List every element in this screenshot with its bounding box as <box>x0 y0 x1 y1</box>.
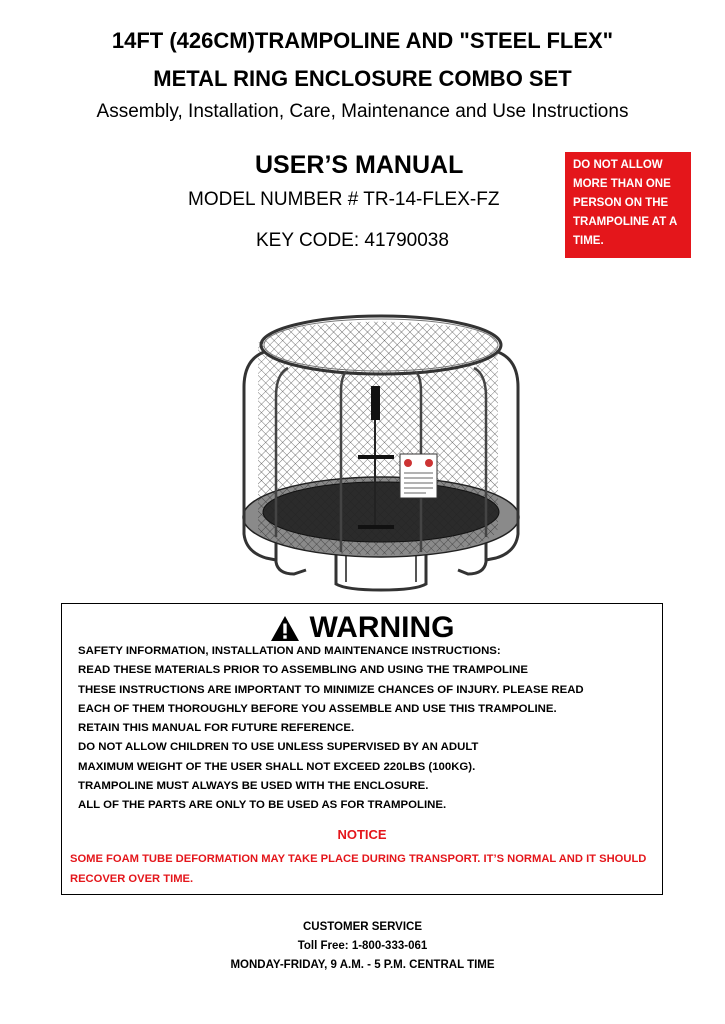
warning-box <box>61 603 663 895</box>
notice-text: SOME FOAM TUBE DEFORMATION MAY TAKE PLACE DURING TRANSPORT. IT’S NORMAL AND IT SHOULD RECOVER OVER TIME. <box>70 853 647 885</box>
toll-free-phone: Toll Free: 1-800-333-061 <box>297 940 428 952</box>
warning-line: EACH OF THEM THOROUGHLY BEFORE YOU ASSEMBLE AND USE THIS TRAMPOLINE. <box>78 702 557 715</box>
warning-line: MAXIMUM WEIGHT OF THE USER SHALL NOT EXCEED 220LBS (100KG). <box>78 760 476 773</box>
service-hours: MONDAY-FRIDAY, 9 A.M. - 5 P.M. CENTRAL TIME <box>230 959 495 971</box>
notice-title: NOTICE <box>337 827 387 842</box>
warning-title: WARNING <box>309 611 455 644</box>
manual-title: USER’S MANUAL <box>255 151 464 179</box>
model-number: MODEL NUMBER # TR-14-FLEX-FZ <box>188 189 500 210</box>
warning-line: DO NOT ALLOW CHILDREN TO USE UNLESS SUPERVISED BY AN ADULT <box>78 741 479 754</box>
warning-instructions <box>78 642 584 816</box>
warning-line: THESE INSTRUCTIONS ARE IMPORTANT TO MINIMIZE CHANCES OF INJURY. PLEASE READ <box>78 683 584 696</box>
document-subtitle: Assembly, Installation, Care, Maintenance and Use Instructions <box>96 101 629 122</box>
document-title-line-1: 14FT (426CM)TRAMPOLINE AND "STEEL FLEX" <box>111 28 614 53</box>
key-code: KEY CODE: 41790038 <box>256 230 449 251</box>
one-person-warning-box <box>565 152 691 258</box>
warning-line: SAFETY INFORMATION, INSTALLATION AND MAINTENANCE INSTRUCTIONS: <box>78 645 501 657</box>
warning-line: READ THESE MATERIALS PRIOR TO ASSEMBLING AND USING THE TRAMPOLINE <box>78 664 528 677</box>
document-title-line-2: METAL RING ENCLOSURE COMBO SET <box>153 66 572 91</box>
red-notice-line: DO NOT ALLOW <box>573 159 663 171</box>
trampoline-illustration <box>236 302 526 592</box>
red-notice-line: TRAMPOLINE AT A <box>573 216 678 228</box>
warning-line: TRAMPOLINE MUST ALWAYS BE USED WITH THE ENCLOSURE. <box>78 780 429 793</box>
warning-triangle-icon <box>270 615 300 642</box>
red-notice-line: MORE THAN ONE <box>573 178 671 190</box>
warning-line: RETAIN THIS MANUAL FOR FUTURE REFERENCE. <box>78 722 355 735</box>
customer-service-block <box>0 918 725 975</box>
warning-line: ALL OF THE PARTS ARE ONLY TO BE USED AS FOR TRAMPOLINE. <box>78 799 447 812</box>
warning-header <box>62 610 662 646</box>
red-notice-line: PERSON ON THE <box>573 197 669 209</box>
customer-service-title: CUSTOMER SERVICE <box>302 921 423 933</box>
red-notice-line: TIME. <box>573 235 604 247</box>
